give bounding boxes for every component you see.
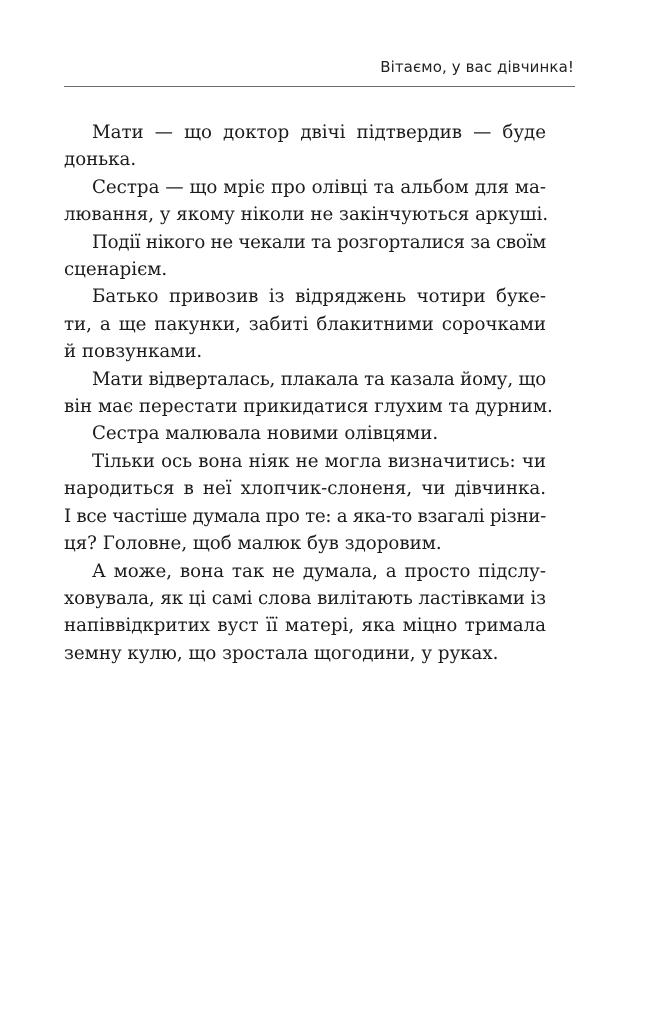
text-line: Мати — що доктор двічі підтвердив — буде	[92, 122, 546, 143]
paragraph-3	[64, 229, 546, 284]
paragraph-8	[64, 558, 546, 668]
paragraph-2	[64, 174, 549, 229]
text-line: напіввідкритих вуст її матері, яка міцно тримала	[64, 615, 546, 637]
text-line: ця? Головне, щоб малюк був здоровим.	[64, 533, 442, 555]
text-line: Батько привозив із відряджень чотири буке-	[92, 286, 546, 308]
text-line: Події нікого не чекали та розгорталися за своїм	[92, 231, 546, 253]
text-line: він має перестати прикидатися глухим та дурним.	[64, 396, 553, 418]
text-line: ти, а ще пакунки, забиті блакитними сорочками	[64, 313, 546, 335]
text-line: сценарієм.	[64, 259, 168, 281]
paragraph-6	[64, 420, 546, 447]
paragraph-1	[64, 119, 546, 174]
paragraph-4	[64, 283, 546, 365]
text-line: донька.	[64, 149, 137, 171]
text-line: Мати відверталась, плакала та казала йому, що	[92, 368, 546, 390]
header-rule	[64, 86, 575, 87]
text-line: земну кулю, що зростала щогодини, у руках.	[64, 642, 499, 664]
text-line: І все частіше думала про те: а яка-то взагалі різни-	[64, 505, 546, 527]
paragraph-5	[64, 366, 553, 421]
paragraph-7	[64, 448, 546, 558]
text-line: лювання, у якому ніколи не закінчуються аркуші.	[64, 204, 549, 226]
body-text	[64, 119, 553, 667]
text-line: ховувала, як ці самі слова вилітають ластівками із	[64, 587, 546, 609]
text-line: народиться в неї хлопчик-слоненя, чи дівчинка.	[64, 478, 546, 500]
text-line: Тільки ось вона ніяк не могла визначитись: чи	[92, 450, 546, 472]
text-line: й повзунками.	[64, 341, 203, 363]
text-line: А може, вона так не думала, а просто підслу-	[92, 560, 546, 582]
running-header: Вітаємо, у вас дівчинка!	[380, 58, 574, 76]
text-line: Сестра — що мріє про олівці та альбом для ма-	[92, 176, 546, 198]
text-line: Сестра малювала новими олівцями.	[92, 423, 439, 445]
